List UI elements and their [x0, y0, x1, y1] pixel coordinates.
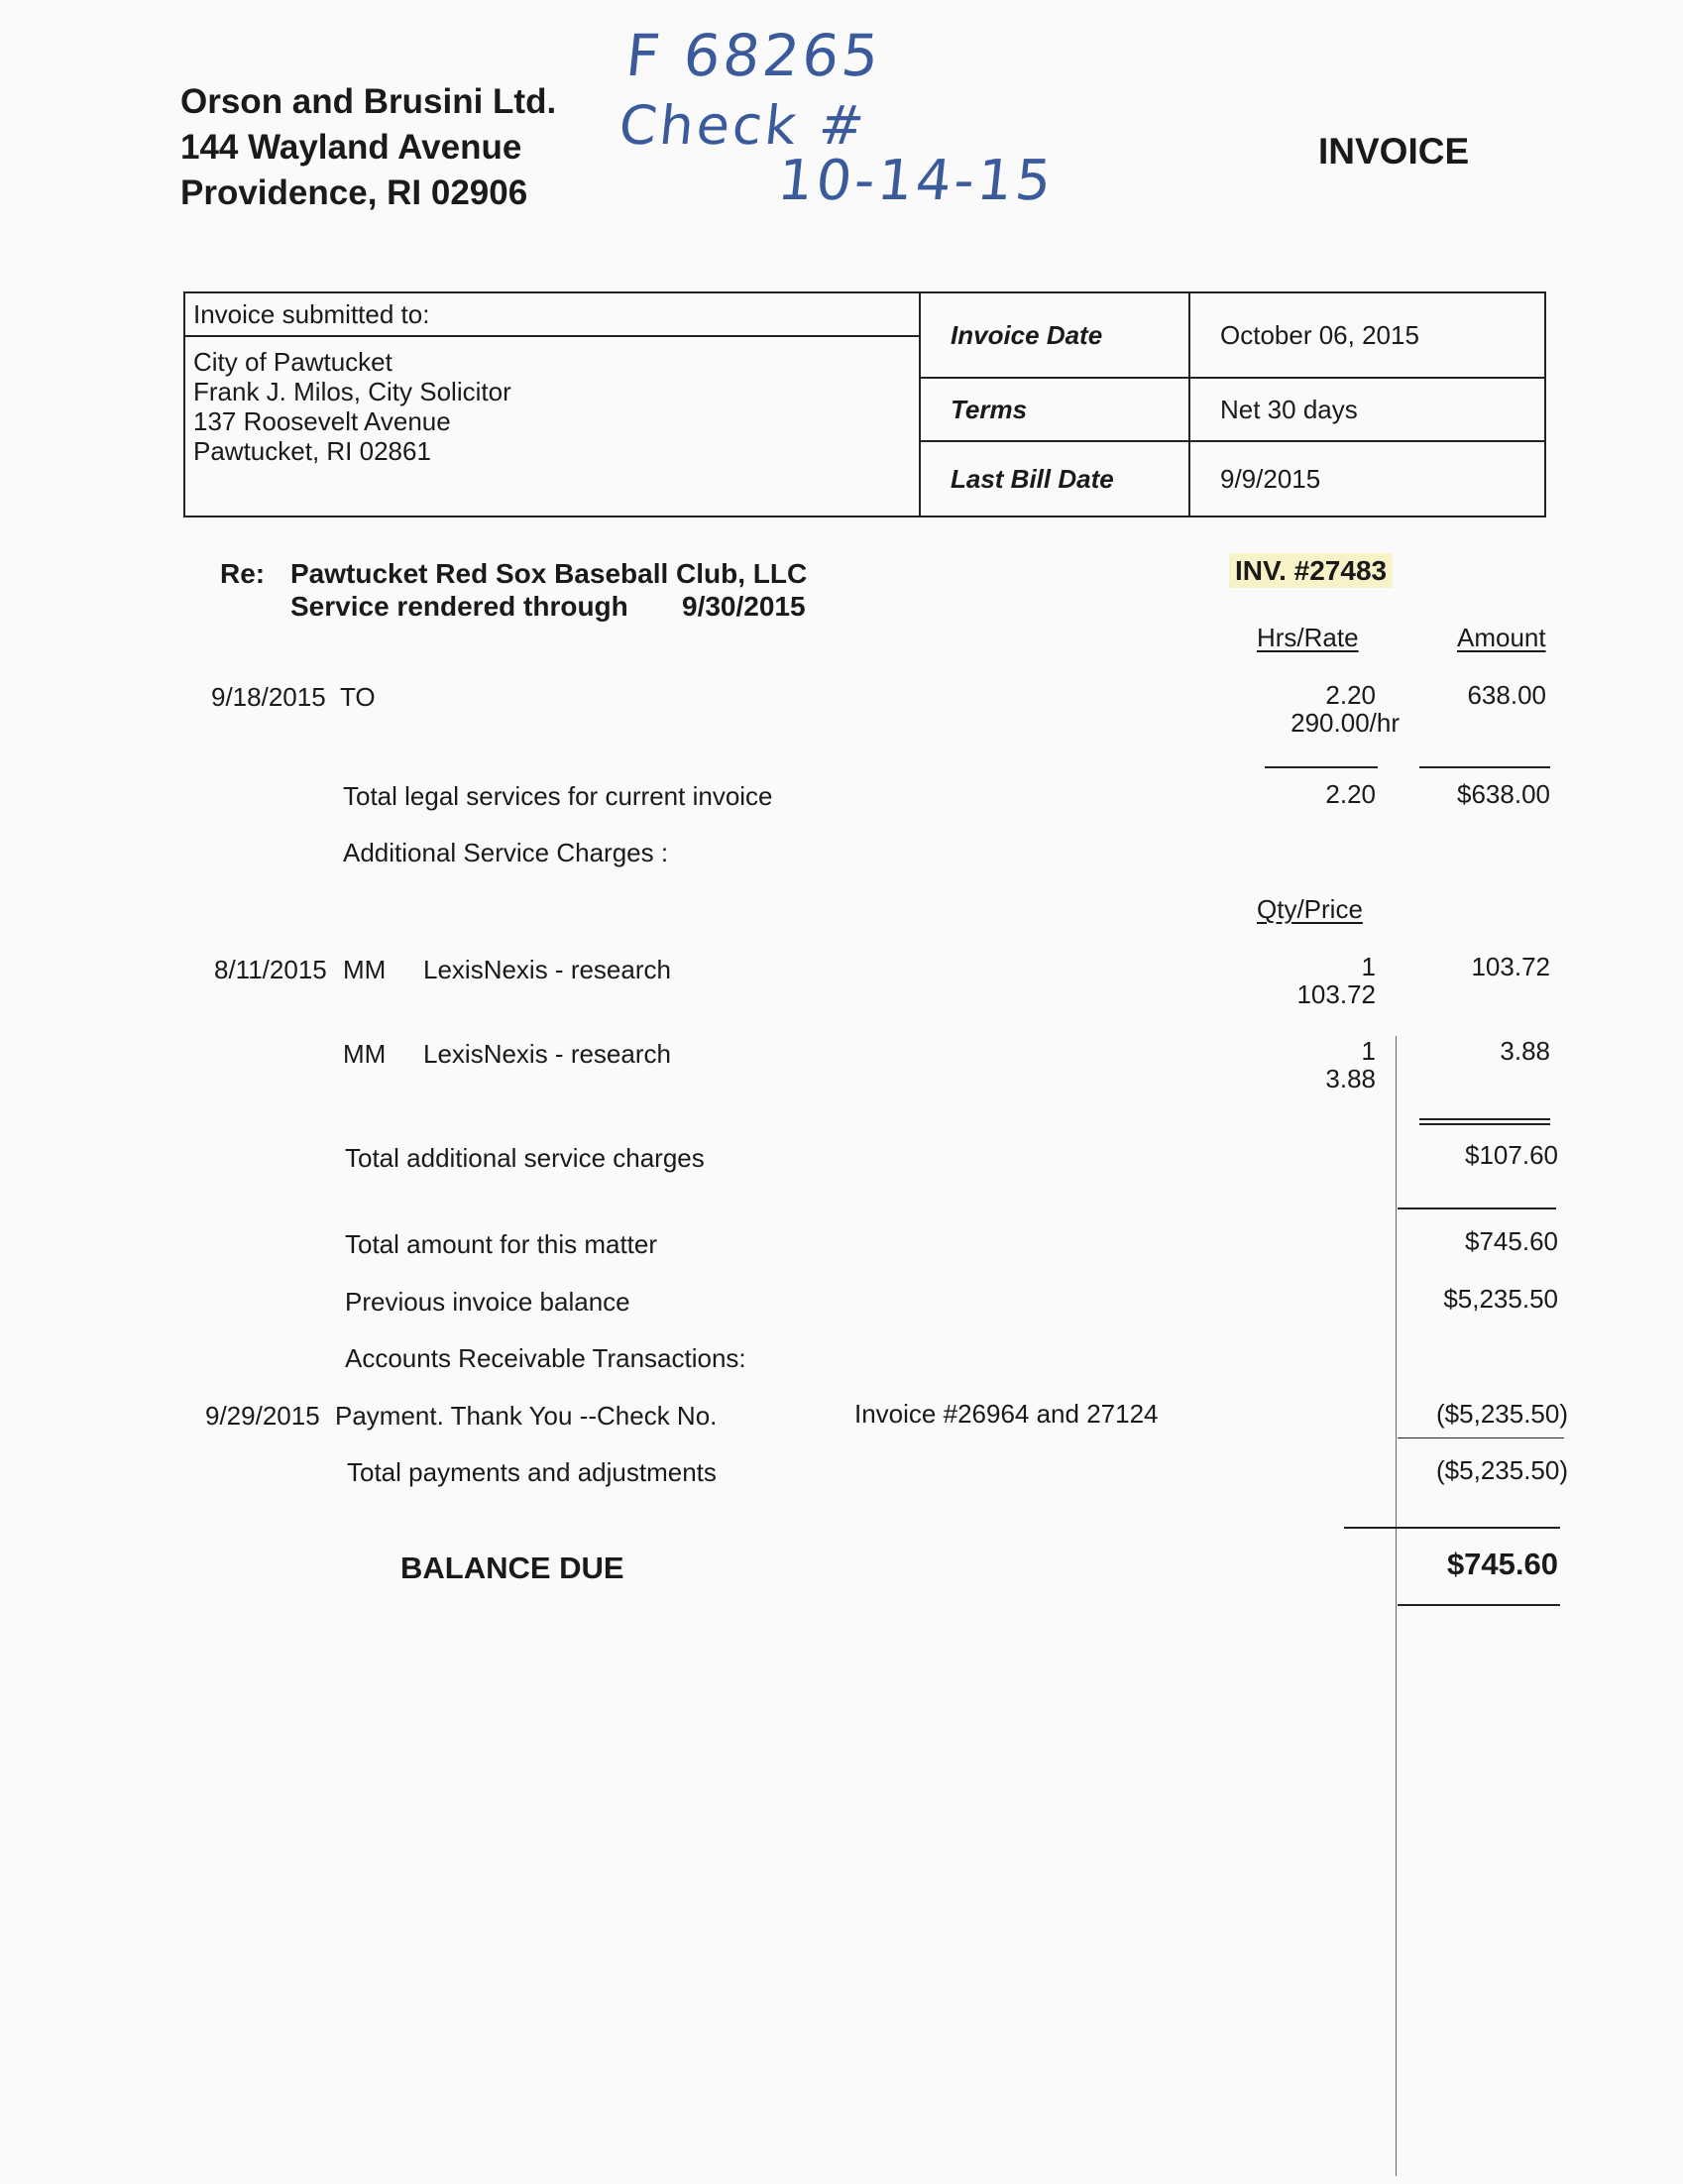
previous-balance-label: Previous invoice balance	[345, 1287, 630, 1317]
balance-due-amount: $745.60	[1446, 1547, 1558, 1581]
payment-amount: ($5,235.50)	[1436, 1399, 1568, 1429]
service-rate: 290.00/hr	[1290, 708, 1400, 738]
additional-charges-label: Additional Service Charges :	[343, 838, 669, 867]
handwritten-file-number: F 68265	[622, 22, 885, 89]
last-bill-date-value: 9/9/2015	[1189, 441, 1545, 517]
payment-reference: Invoice #26964 and 27124	[854, 1399, 1159, 1429]
recipient-line: 137 Roosevelt Avenue	[193, 406, 451, 436]
service-through-date: 9/30/2015	[682, 591, 806, 622]
charge-date: 8/11/2015	[214, 955, 327, 984]
payment-date: 9/29/2015	[205, 1401, 320, 1431]
last-bill-date-label: Last Bill Date	[920, 441, 1189, 517]
balance-due-label: BALANCE DUE	[400, 1551, 624, 1585]
total-payments-amount: ($5,235.50)	[1436, 1455, 1568, 1485]
col-amount: Amount	[1457, 623, 1546, 652]
invoice-date-label: Invoice Date	[920, 292, 1189, 378]
matter-total-amount: $745.60	[1465, 1226, 1558, 1256]
charge-amount: 3.88	[1500, 1036, 1550, 1066]
col-hrs-rate: Hrs/Rate	[1257, 623, 1359, 652]
service-hours: 2.20	[1325, 680, 1376, 710]
handwritten-date: 10-14-15	[774, 149, 1058, 213]
client-name: Pawtucket Red Sox Baseball Club, LLC	[290, 558, 808, 589]
recipient-line: City of Pawtucket	[193, 347, 393, 377]
charge-price: 103.72	[1296, 979, 1376, 1009]
handwritten-check-note: Check #	[616, 94, 870, 157]
charge-qty: 1	[1361, 952, 1376, 981]
charge-initials: MM	[343, 955, 387, 984]
recipient-line: Frank J. Milos, City Solicitor	[193, 377, 511, 406]
matter-total-label: Total amount for this matter	[345, 1229, 658, 1259]
recipient-line: Pawtucket, RI 02861	[193, 436, 431, 466]
total-additional-amount: $107.60	[1465, 1140, 1558, 1170]
charge-description: LexisNexis - research	[423, 1039, 671, 1069]
terms-value: Net 30 days	[1189, 378, 1545, 441]
invoice-header-table	[183, 291, 1546, 517]
re-label: Re:	[220, 558, 266, 589]
previous-balance-amount: $5,235.50	[1443, 1284, 1558, 1314]
firm-city: Providence, RI 02906	[180, 173, 528, 212]
rule-balance-top	[1344, 1527, 1560, 1529]
service-initials: TO	[340, 682, 376, 712]
service-through-label: Service rendered through	[290, 591, 628, 622]
firm-name: Orson and Brusini Ltd.	[180, 82, 557, 121]
charge-description: LexisNexis - research	[423, 955, 671, 984]
submitted-to-label: Invoice submitted to:	[185, 293, 919, 337]
total-payments-label: Total payments and adjustments	[347, 1457, 717, 1487]
legal-total-hours: 2.20	[1325, 779, 1376, 809]
rule-hours	[1265, 766, 1378, 768]
charge-amount: 103.72	[1471, 952, 1550, 981]
rule-double-top	[1419, 1118, 1550, 1120]
terms-label: Terms	[920, 378, 1189, 441]
legal-total-amount: $638.00	[1457, 779, 1550, 809]
ar-transactions-label: Accounts Receivable Transactions:	[345, 1343, 746, 1373]
legal-total-label: Total legal services for current invoice	[343, 781, 773, 811]
rule-matter	[1398, 1207, 1556, 1209]
rule-payments	[1398, 1437, 1564, 1438]
invoice-date-value: October 06, 2015	[1189, 292, 1545, 378]
charge-qty: 1	[1361, 1036, 1376, 1066]
service-amount: 638.00	[1467, 680, 1546, 710]
rule-amount	[1419, 766, 1550, 768]
document-title: INVOICE	[1318, 131, 1470, 172]
invoice-number-text: INV. #27483	[1229, 553, 1393, 588]
submitted-to-box	[184, 292, 920, 517]
recipient-address	[185, 337, 919, 476]
total-additional-label: Total additional service charges	[345, 1143, 705, 1173]
firm-address	[180, 79, 556, 216]
column-fold-line	[1396, 1036, 1397, 2176]
charge-price: 3.88	[1325, 1064, 1376, 1093]
firm-street: 144 Wayland Avenue	[180, 128, 522, 167]
invoice-number	[1229, 555, 1393, 587]
col-qty-price: Qty/Price	[1257, 894, 1363, 924]
service-date: 9/18/2015	[211, 682, 326, 712]
payment-description: Payment. Thank You --Check No.	[335, 1401, 718, 1431]
charge-initials: MM	[343, 1039, 387, 1069]
rule-double-bottom	[1419, 1123, 1550, 1125]
rule-balance-bottom	[1398, 1604, 1560, 1606]
